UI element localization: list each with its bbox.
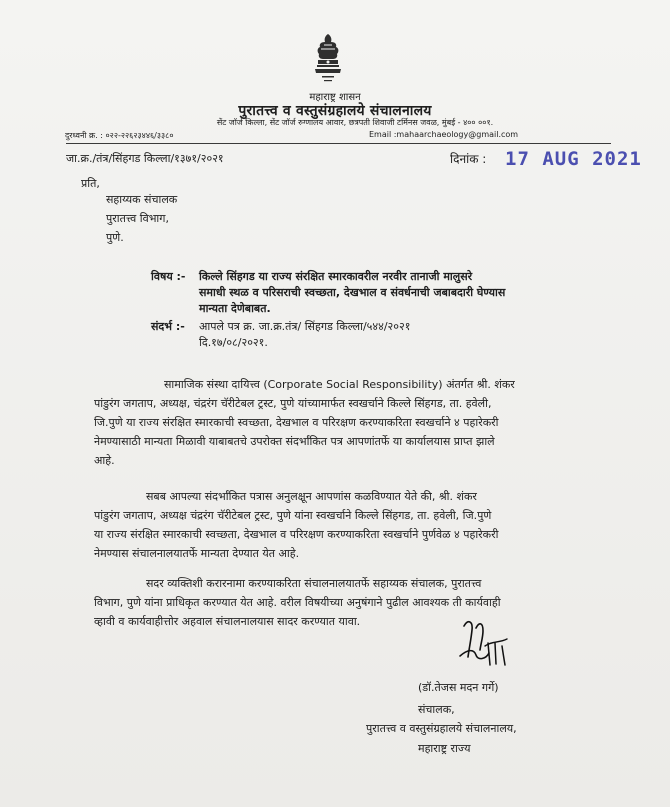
subject-line-2: समाधी स्थळ व परिसराची स्वच्छता, देखभाल व संवर्धनाची जबाबदारी घेण्यास <box>199 286 506 299</box>
handwritten-signature <box>452 612 516 674</box>
body-paragraph-3 <box>94 574 614 631</box>
paragraph-line: सामाजिक संस्था दायित्त्व (Corporate Social Responsibility) अंतर्गत श्री. शंकर <box>164 378 515 391</box>
paragraph-line: पांडुरंग जगताप, अध्यक्ष चंद्ररंग चॅरीटेबल ट्रस्ट, पुणे यांना स्वखर्चाने किल्ले सिंहगड, ता. हवेली, जि.पुणे <box>94 509 492 522</box>
signatory-designation: संचालक, <box>418 703 455 716</box>
government-name: महाराष्ट्र शासन <box>309 92 361 103</box>
signatory-name: (डॉ.तेजस मदन गर्गे) <box>418 681 499 694</box>
signatory-state: महाराष्ट्र राज्य <box>418 742 471 755</box>
reference-label: संदर्भ :- <box>151 320 185 333</box>
email-address: Email :mahaarchaeology@gmail.com <box>369 130 519 139</box>
date-stamp: 17 AUG 2021 <box>505 148 642 170</box>
recipient-prefix: प्रति, <box>81 177 100 190</box>
subject-line-3: मान्यता देणेबाबत. <box>199 302 271 315</box>
recipient-line-1: सहाय्यक संचालक <box>106 193 178 206</box>
paragraph-line: या राज्य संरक्षित स्मारकाची स्वच्छता, देखभाल व परिरक्षण करण्याकरिता स्वखर्चाने पुर्णवेळ ४ पहारेकरी <box>94 528 499 541</box>
letterhead-address: सेंट जॉर्ज किल्ला, सेंट जॉर्ज रुग्णालय आवार, छत्रपती शिवाजी टर्मिनस जवळ, मुंबई - ४०० ००१. <box>216 118 494 127</box>
reference-letter-line-2: दि.१७/०८/२०२१. <box>199 336 268 349</box>
department-name: पुरातत्त्व व वस्तुसंग्रहालये संचालनालय <box>238 103 432 119</box>
subject-label: विषय :- <box>151 270 186 283</box>
header-divider <box>66 143 611 144</box>
date-label: दिनांक : <box>450 152 487 166</box>
ashoka-emblem-icon <box>309 32 347 86</box>
reference-letter-line-1: आपले पत्र क्र. जा.क्र.तंत्र/ सिंहगड किल्ला/५४४/२०२१ <box>199 320 411 333</box>
recipient-line-3: पुणे. <box>106 231 124 244</box>
paragraph-line: आहे. <box>94 454 115 467</box>
paragraph-line: सबब आपल्या संदर्भांकित पत्रास अनुलक्षून आपणांस कळविण्यात येते की, श्री. शंकर <box>146 490 477 503</box>
recipient-line-2: पुरातत्त्व विभाग, <box>106 212 169 225</box>
paragraph-line: जि.पुणे या राज्य संरक्षित स्मारकाची स्वच्छता, देखभाल व परिरक्षण करण्याकरिता स्वखर्चाने ४ पहारेकरी <box>94 416 499 429</box>
paragraph-line: व्हावी व कार्यवाहीत्तोर अहवाल संचालनालयास सादर करण्यात यावा. <box>94 615 361 628</box>
paragraph-line: नेमण्यासाठी मान्यता मिळावी याबाबतचे उपरोक्त संदर्भांकित पत्र आपणांतर्फे या कार्यालयास प्राप्त झाले <box>94 435 495 448</box>
paragraph-line: सदर व्यक्तिशी करारनामा करण्याकरिता संचालनालयातर्फे सहाय्यक संचालक, पुरातत्त्व <box>146 577 482 590</box>
paragraph-line: विभाग, पुणे यांना प्राधिकृत करण्यात येत आहे. वरील विषयीच्या अनुषंगाने पुढील आवश्यक ती कार्यवाही <box>94 596 501 609</box>
paragraph-line: पांडुरंग जगताप, अध्यक्ष, चंद्ररंग चॅरीटेबल ट्रस्ट, पुणे यांच्यामार्फत स्वखर्चाने किल्ले सिंहगड, ता. हवेली, <box>94 397 492 410</box>
phone-number: दुरध्वनी क्र. : ०२२-२२६२३४४६/३३८० <box>65 131 174 140</box>
paragraph-line: नेमण्यास संचालनालयातर्फे मान्यता देण्यात येत आहे. <box>94 547 300 560</box>
signatory-office: पुरातत्त्व व वस्तुसंग्रहालये संचालनालय, <box>366 722 517 735</box>
body-paragraph-1 <box>94 375 614 470</box>
reference-number: जा.क्र./तंत्र/सिंहगड किल्ला/१३७१/२०२१ <box>66 152 224 165</box>
body-paragraph-2 <box>94 487 614 563</box>
subject-line-1: किल्ले सिंहगड या राज्य संरक्षित स्मारकावरील नरवीर तानाजी मालुसरे <box>199 270 473 283</box>
